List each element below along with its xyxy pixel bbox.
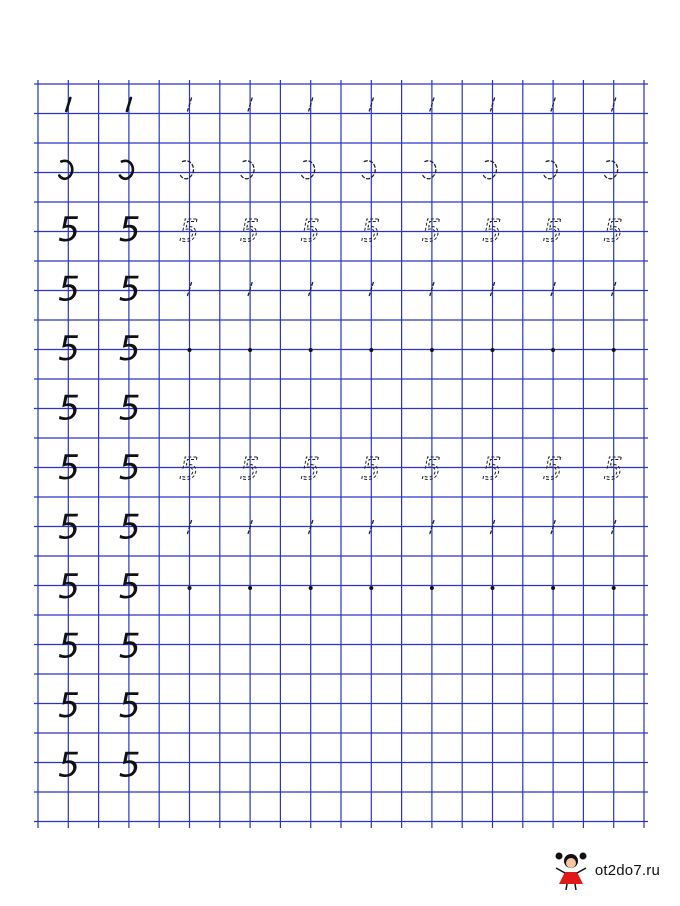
hook-stroke-trace	[484, 161, 497, 179]
digit-five-sample: 5	[58, 388, 80, 429]
hook-stroke-trace	[181, 161, 194, 179]
digit-five-sample: 5	[58, 626, 80, 667]
start-dot	[551, 586, 555, 590]
digit-five-sample: 5	[58, 745, 80, 786]
digit-five-sample: 5	[118, 329, 141, 369]
digit-five-trace: 5	[603, 452, 623, 487]
digit-five-trace: 5	[482, 452, 502, 487]
start-dot	[188, 586, 192, 590]
digit-five-trace: 5	[603, 214, 623, 249]
digit-five-trace: 5	[421, 214, 441, 249]
digit-five-trace: 5	[179, 214, 199, 249]
hook-stroke-trace	[362, 161, 375, 179]
hook-stroke-trace	[423, 161, 436, 179]
start-dot	[309, 348, 313, 352]
hook-stroke-trace	[302, 161, 315, 179]
start-dot	[551, 348, 555, 352]
start-dot	[248, 586, 252, 590]
digit-five-sample: 5	[118, 507, 141, 548]
digit-five-trace: 5	[179, 452, 199, 487]
site-logo[interactable]	[553, 850, 660, 890]
hook-stroke-trace	[241, 161, 254, 179]
start-dot	[612, 586, 616, 590]
start-dot	[491, 348, 495, 352]
girl-figure-icon	[553, 850, 589, 890]
digit-five-trace: 5	[300, 214, 320, 249]
digit-five-trace: 5	[543, 214, 563, 249]
hook-stroke-trace	[544, 161, 557, 179]
digit-five-sample: 5	[58, 210, 80, 250]
digit-five-sample: 5	[118, 269, 141, 310]
hook-stroke-sample	[120, 161, 133, 179]
digit-five-sample: 5	[118, 388, 141, 429]
digit-five-trace: 5	[543, 452, 563, 487]
start-dot	[309, 586, 313, 590]
digit-five-sample: 5	[58, 567, 80, 607]
digit-five-sample: 5	[118, 686, 141, 726]
digit-five-sample: 5	[118, 567, 141, 607]
digit-five-trace: 5	[482, 214, 502, 249]
start-dot	[491, 586, 495, 590]
start-dot	[430, 586, 434, 590]
digit-five-trace: 5	[421, 452, 441, 487]
start-dot	[612, 348, 616, 352]
digit-five-sample: 5	[58, 329, 80, 369]
digit-five-trace: 5	[240, 452, 260, 487]
start-dot	[369, 586, 373, 590]
start-dot	[248, 348, 252, 352]
digit-five-trace: 5	[300, 452, 320, 487]
start-dot	[188, 348, 192, 352]
digit-five-sample: 5	[58, 686, 80, 726]
hook-stroke-sample	[59, 161, 72, 179]
digit-five-trace: 5	[361, 452, 381, 487]
digit-five-sample: 5	[58, 269, 80, 310]
start-dot	[430, 348, 434, 352]
hook-stroke-trace	[605, 161, 618, 179]
digit-five-sample: 5	[118, 745, 141, 786]
site-name: ot2do7.ru	[594, 861, 660, 879]
digit-five-trace: 5	[361, 214, 381, 249]
digit-five-sample: 5	[118, 626, 141, 667]
digit-five-sample: 5	[118, 210, 141, 250]
start-dot	[369, 348, 373, 352]
digit-five-sample: 5	[58, 507, 80, 548]
digit-five-trace: 5	[240, 214, 260, 249]
digit-five-sample: 5	[118, 448, 141, 488]
digit-five-sample: 5	[58, 448, 80, 488]
